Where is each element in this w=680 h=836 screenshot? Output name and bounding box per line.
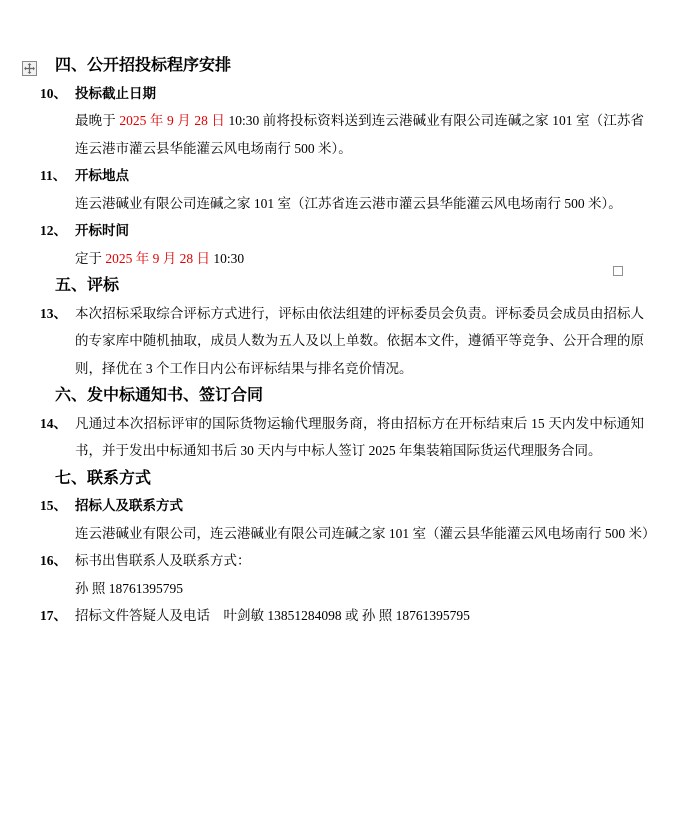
opening-date: 2025 年 9 月 28 日 — [105, 250, 210, 266]
item-17-number: 17、 — [40, 608, 67, 623]
item-13-text: 本次招标采取综合评标方式进行，评标由依法组建的评标委员会负责。评标委员会成员由招标人的专家库中随机抽取，成员人数为五人及以上单数。依据本文件，遵循平等竞争、公开合理的原则，择优在 3 个工作日内公布评标结果与排名竞价情况。 — [75, 305, 644, 376]
section-title-6: 六、发中标通知书、签订合同 — [55, 387, 264, 404]
deadline-date: 2025 年 9 月 28 日 — [119, 113, 225, 128]
section-title-4: 四、公开招投标程序安排 — [55, 57, 232, 74]
opening-time-prefix: 定于 — [75, 250, 106, 266]
item-15-heading: 招标人及联系方式 — [75, 498, 183, 513]
item-11-paragraph: 连云港碱业有限公司连碱之家 101 室（江苏省连云港市灌云县华能灌云风电场南行 500 米）。 — [75, 195, 622, 211]
opening-time-rest: 10:30 — [210, 250, 245, 266]
item-16-label: 标书出售联系人及联系方式： — [75, 553, 251, 568]
deadline-text-rest: 10:30 前将投标资料送到连云港碱业有限公司连碱之家 101 室（江苏省连云港市灌云县华能灌云风电场南行 500 米）。 — [75, 113, 645, 156]
item-14-paragraph — [40, 410, 644, 465]
deadline-text-prefix: 最晚于 — [75, 113, 120, 128]
section-title-5: 五、评标 — [55, 277, 120, 294]
item-12-number: 12、 — [40, 223, 67, 238]
item-17-text: 招标文件答疑人及电话 叶剑敏 13851284098 或 孙 照 18761395795 — [75, 608, 470, 623]
item-13-paragraph — [40, 300, 644, 383]
item-12-paragraph — [75, 245, 644, 273]
item-10-heading: 投标截止日期 — [75, 85, 156, 101]
item-16-number: 16、 — [40, 553, 67, 568]
item-14-number: 14、 — [40, 415, 67, 431]
item-13-number: 13、 — [40, 305, 67, 321]
item-15-number: 15、 — [40, 498, 67, 513]
item-14-text: 凡通过本次招标评审的国际货物运输代理服务商，将由招标方在开标结束后 15 天内发中标通知书，并于发出中标通知书后 30 天内与中标人签订 2025 年集装箱国际货运代理服务合同。 — [75, 415, 644, 458]
item-12-heading: 开标时间 — [75, 223, 129, 238]
item-11-number: 11、 — [40, 168, 67, 183]
four-headed-arrow-icon — [24, 63, 35, 74]
item-16-contact-line: 孙 照 18761395795 — [75, 580, 183, 596]
item-11-heading-row — [40, 162, 644, 190]
move-handle-icon[interactable] — [22, 61, 37, 76]
section-title-7: 七、联系方式 — [55, 469, 152, 487]
item-11-heading: 开标地点 — [75, 168, 129, 183]
item-15-heading-row — [40, 492, 644, 520]
item-10-heading-row — [40, 80, 644, 108]
item-16-label-row — [40, 547, 644, 575]
item-15-paragraph: 连云港碱业有限公司，连云港碱业有限公司连碱之家 101 室（灌云县华能灌云风电场南行 500 米） — [75, 525, 656, 541]
item-10-number: 10、 — [40, 85, 67, 101]
item-10-paragraph — [75, 107, 644, 162]
item-12-heading-row — [40, 217, 644, 245]
item-17-paragraph — [40, 602, 644, 630]
